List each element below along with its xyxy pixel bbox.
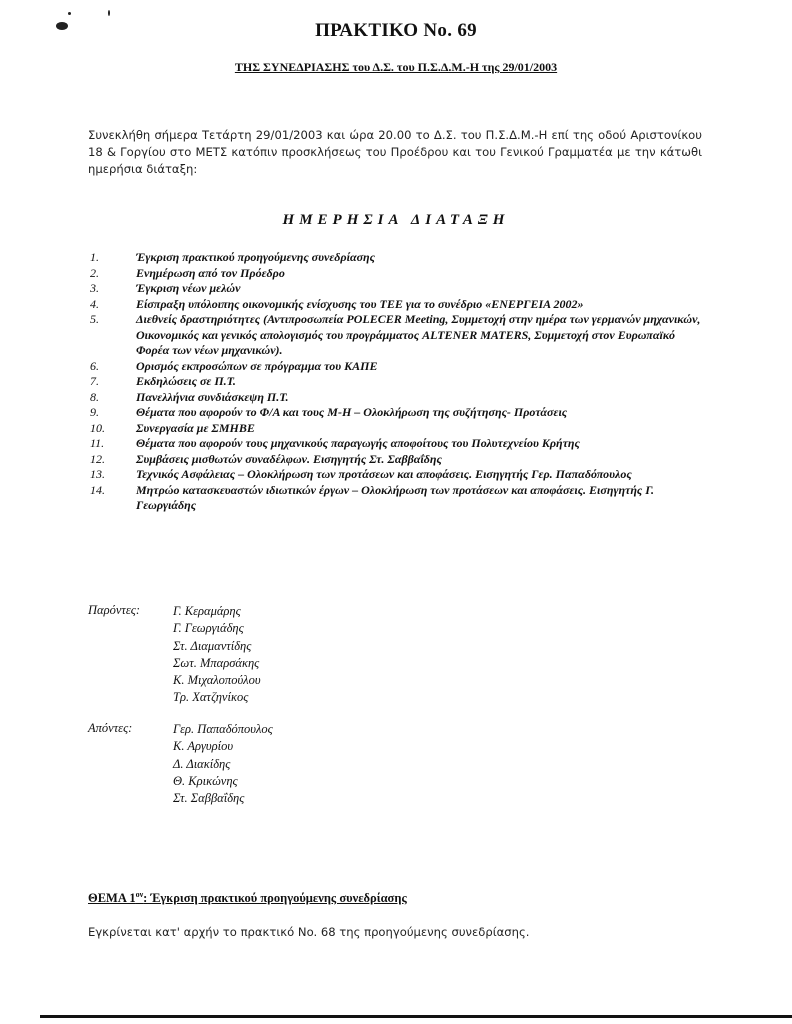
agenda-item-number: 3. bbox=[90, 281, 99, 295]
absent-member: Δ. Διακίδης bbox=[173, 756, 231, 771]
agenda-item-number: 5. bbox=[90, 312, 99, 326]
agenda-heading: ΗΜΕΡΗΣΙΑ ΔΙΑΤΑΞΗ bbox=[282, 212, 510, 228]
agenda-item-text: Θέματα που αφορούν τους μηχανικούς παραγωγής αποφοίτους του Πολυτεχνείου Κρήτης bbox=[136, 436, 580, 450]
topic-heading-ordinal: ον bbox=[135, 890, 144, 899]
present-label: Παρόντες: bbox=[88, 603, 141, 617]
topic-heading-text: : Έγκριση πρακτικού προηγούμενης συνεδρίασης bbox=[143, 891, 407, 906]
agenda-item-number: 6. bbox=[90, 358, 99, 373]
agenda-item-text: Τεχνικός Ασφάλειας – Ολοκλήρωση των προτάσεων και αποφάσεις. Εισηγητής Γερ. Παπαδόπουλος bbox=[136, 467, 632, 481]
absent-list bbox=[173, 721, 273, 807]
scan-speck bbox=[108, 10, 110, 16]
present-member: Τρ. Χατζηνίκος bbox=[173, 690, 249, 705]
topic-body: Εγκρίνεται κατ' αρχήν το πρακτικό No. 68 της προηγούμενης συνεδρίασης. bbox=[88, 925, 530, 939]
absent-member: Κ. Αργυρίου bbox=[173, 739, 234, 754]
present-member: Γ. Γεωργιάδης bbox=[173, 621, 244, 636]
agenda-item-number: 13. bbox=[90, 467, 105, 481]
agenda-item-number: 7. bbox=[90, 374, 99, 388]
agenda-item bbox=[90, 390, 710, 406]
agenda-item-text: Εκδηλώσεις σε Π.Τ. bbox=[136, 374, 236, 388]
agenda-item bbox=[90, 266, 710, 282]
agenda-item-text: Ενημέρωση από τον Πρόεδρο bbox=[136, 265, 285, 280]
agenda-item-number: 12. bbox=[90, 451, 105, 466]
agenda-item bbox=[90, 250, 710, 266]
agenda-item-text: Έγκριση πρακτικού προηγούμενης συνεδρίασης bbox=[136, 250, 375, 264]
present-member: Γ. Κεραμάρης bbox=[173, 604, 241, 618]
document-subtitle: ΤΗΣ ΣΥΝΕΔΡΙΑΣΗΣ του Δ.Σ. του Π.Σ.Δ.Μ.-Η της 29/01/2003 bbox=[234, 60, 558, 74]
topic-heading bbox=[88, 890, 407, 906]
bottom-scan-line bbox=[40, 1015, 792, 1018]
absent-label: Απόντες: bbox=[88, 721, 133, 735]
agenda-item-number: 14. bbox=[90, 482, 105, 497]
agenda-item bbox=[90, 467, 710, 483]
agenda-item bbox=[90, 297, 710, 313]
topic-heading-label: ΘΕΜΑ 1 bbox=[88, 891, 136, 906]
absent-member: Στ. Σαββαΐδης bbox=[173, 791, 245, 806]
agenda-item-text: Συνεργασία με ΣΜΗΒΕ bbox=[136, 420, 255, 435]
agenda-item bbox=[90, 483, 710, 514]
agenda-item-number: 11. bbox=[90, 436, 105, 450]
agenda-item-text: Είσπραξη υπόλοιπης οικονομικής ενίσχυσης του ΤΕΕ για το συνέδριο «ΕΝΕΡΓΕΙΑ 2002» bbox=[136, 296, 584, 311]
agenda-item bbox=[90, 452, 710, 468]
agenda-item-number: 10. bbox=[90, 420, 105, 435]
document-title: ΠΡΑΚΤΙΚΟ No. 69 bbox=[315, 20, 477, 41]
agenda-item bbox=[90, 281, 710, 297]
agenda-item bbox=[90, 421, 710, 437]
intro-paragraph: Συνεκλήθη σήμερα Τετάρτη 29/01/2003 και ώρα 20.00 το Δ.Σ. του Π.Σ.Δ.Μ.-Η επί της οδού Αριστονίκου 18 & Γοργίου στο ΜΕΤΣ κατόπιν προσκλήσεως του Προέδρου και του Γενικού Γραμματέα με την κάτωθι ημερήσια διάταξη: bbox=[88, 128, 702, 176]
agenda-item-text: Θέματα που αφορούν το Φ/Α και τους Μ-Η – Ολοκλήρωση της συζήτησης- Προτάσεις bbox=[136, 405, 568, 419]
absent-member: Θ. Κρικώνης bbox=[173, 773, 238, 788]
agenda-item bbox=[90, 359, 710, 375]
present-member: Στ. Διαμαντίδης bbox=[173, 638, 252, 653]
agenda-item bbox=[90, 374, 710, 390]
agenda-item-text: Διεθνείς δραστηριότητες (Αντιπροσωπεία POLECER Meeting, Συμμετοχή στην ημέρα των γερμανών μηχανικών, Οικονομικός και γενικός απολογισμός του προγράμματος ALTENER MATERS, Συμμετοχή στον Ευρωπαϊκό Φορέα των νέων μηχανικών). bbox=[136, 312, 701, 357]
agenda-item-text: Πανελλήνια συνδιάσκεψη Π.Τ. bbox=[136, 389, 289, 404]
absent-member: Γερ. Παπαδόπουλος bbox=[173, 722, 273, 736]
agenda-item bbox=[90, 436, 710, 452]
agenda-item bbox=[90, 312, 710, 359]
agenda-item-text: Έγκριση νέων μελών bbox=[136, 281, 241, 295]
agenda-item-number: 2. bbox=[90, 265, 99, 280]
agenda-item-number: 9. bbox=[90, 405, 99, 419]
present-list bbox=[173, 603, 261, 707]
agenda-list bbox=[90, 250, 710, 514]
present-member: Κ. Μιχαλοπούλου bbox=[173, 673, 261, 688]
agenda-item bbox=[90, 405, 710, 421]
agenda-item-text: Ορισμός εκπροσώπων σε πρόγραμμα του ΚΑΠΕ bbox=[136, 358, 378, 373]
agenda-item-text: Μητρώο κατασκευαστών ιδιωτικών έργων – Ολοκλήρωση των προτάσεων και αποφάσεις. Εισηγητής Γ. Γεωργιάδης bbox=[136, 482, 654, 512]
agenda-item-number: 4. bbox=[90, 296, 99, 311]
agenda-item-number: 1. bbox=[90, 250, 99, 264]
scan-speck bbox=[68, 12, 71, 15]
present-member: Σωτ. Μπαρσάκης bbox=[173, 655, 260, 670]
agenda-item-number: 8. bbox=[90, 389, 99, 404]
agenda-item-text: Συμβάσεις μισθωτών συναδέλφων. Εισηγητής Στ. Σαββαΐδης bbox=[136, 451, 442, 466]
